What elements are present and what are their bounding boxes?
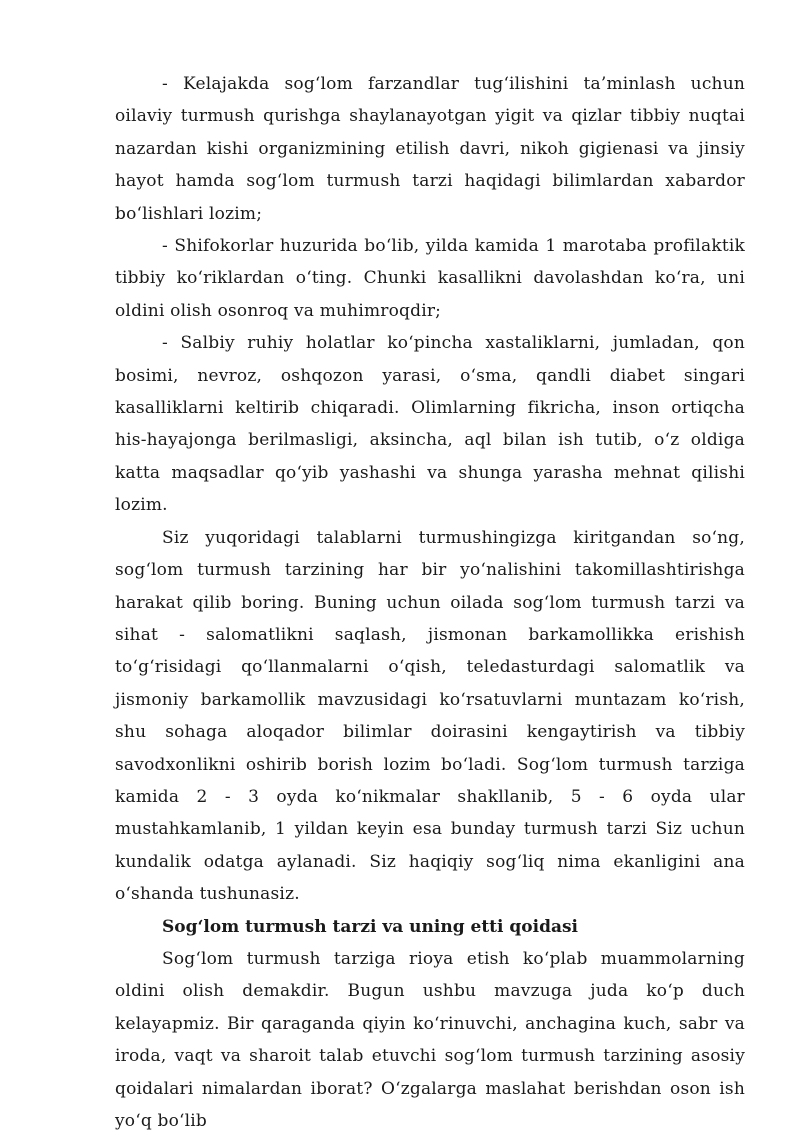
paragraph-seven-rules-intro: Sog‘lom turmush tarziga rioya etish ko‘plab muammolarning oldini olish demakdir. Bugun ushbu mavzuga juda ko‘p duch kelayapmiz. Bir qaraganda qiyin ko‘rinuvchi, anchagina kuch, sabr va iroda, vaqt va sharoit talab etuvchi sog‘lom turmush tarzining asosiy qoidalari nimalardan iborat? O‘zgalarga maslahat berishdan oson ish yo‘q bo‘lib — [115, 948, 745, 1131]
paragraph-premarital-knowledge: - Kelajakda sog‘lom farzandlar tug‘ilishini ta’minlash uchun oilaviy turmush qurishga shaylanayotgan yigit va qizlar tibbiy nuqtai nazardan kishi organizmining etilish davri, nikoh gigienasi va jinsiy hayot hamda sog‘lom turmush tarzi haqidagi bilimlardan xabardor bo‘lishlari lozim; — [115, 74, 745, 224]
document-page — [115, 68, 745, 1137]
paragraph-medical-checkups: - Shifokorlar huzurida bo‘lib, yilda kamida 1 marotaba profilaktik tibbiy ko‘riklardan o‘ting. Chunki kasallikni davolashdan ko‘ra, uni oldini olish osonroq va muhimroqdir; — [115, 236, 745, 321]
section-heading: Sog‘lom turmush tarzi va uning etti qoidasi — [162, 916, 579, 937]
paragraph-negative-emotions: - Salbiy ruhiy holatlar ko‘pincha xastaliklarni, jumladan, qon bosimi, nevroz, oshqozon yarasi, o‘sma, qandli diabet singari kasalliklarni keltirib chiqaradi. Olimlarning fikricha, inson ortiqcha his-hayajonga berilmasligi, aksincha, aql bilan ish tutib, o‘z oldiga katta maqsadlar qo‘yib yashashi va shunga yarasha mehnat qilishi lozim. — [115, 333, 745, 516]
paragraph-healthy-lifestyle-habits: Siz yuqoridagi talablarni turmushingizga kiritgandan so‘ng, sog‘lom turmush tarzining har bir yo‘nalishini takomillashtirishga harakat qilib boring. Buning uchun oilada sog‘lom turmush tarzi va sihat - salomatlikni saqlash, jismonan barkamollikka erishish to‘g‘risidagi qo‘llanmalarni o‘qish, teledasturdagi salomatlik va jismoniy barkamollik mavzusidagi ko‘rsatuvlarni muntazam ko‘rish, shu sohaga aloqador bilimlar doirasini kengaytirish va tibbiy savodxonlikni oshirib borish lozim bo‘ladi. Sog‘lom turmush tarziga kamida 2 - 3 oyda ko‘nikmalar shakllanib, 5 - 6 oyda ular mustahkamlanib, 1 yildan keyin esa bunday turmush tarzi Siz uchun kundalik odatga aylanadi. Siz haqiqiy sog‘liq nima ekanligini ana o‘shanda tushunasiz. — [115, 527, 745, 905]
